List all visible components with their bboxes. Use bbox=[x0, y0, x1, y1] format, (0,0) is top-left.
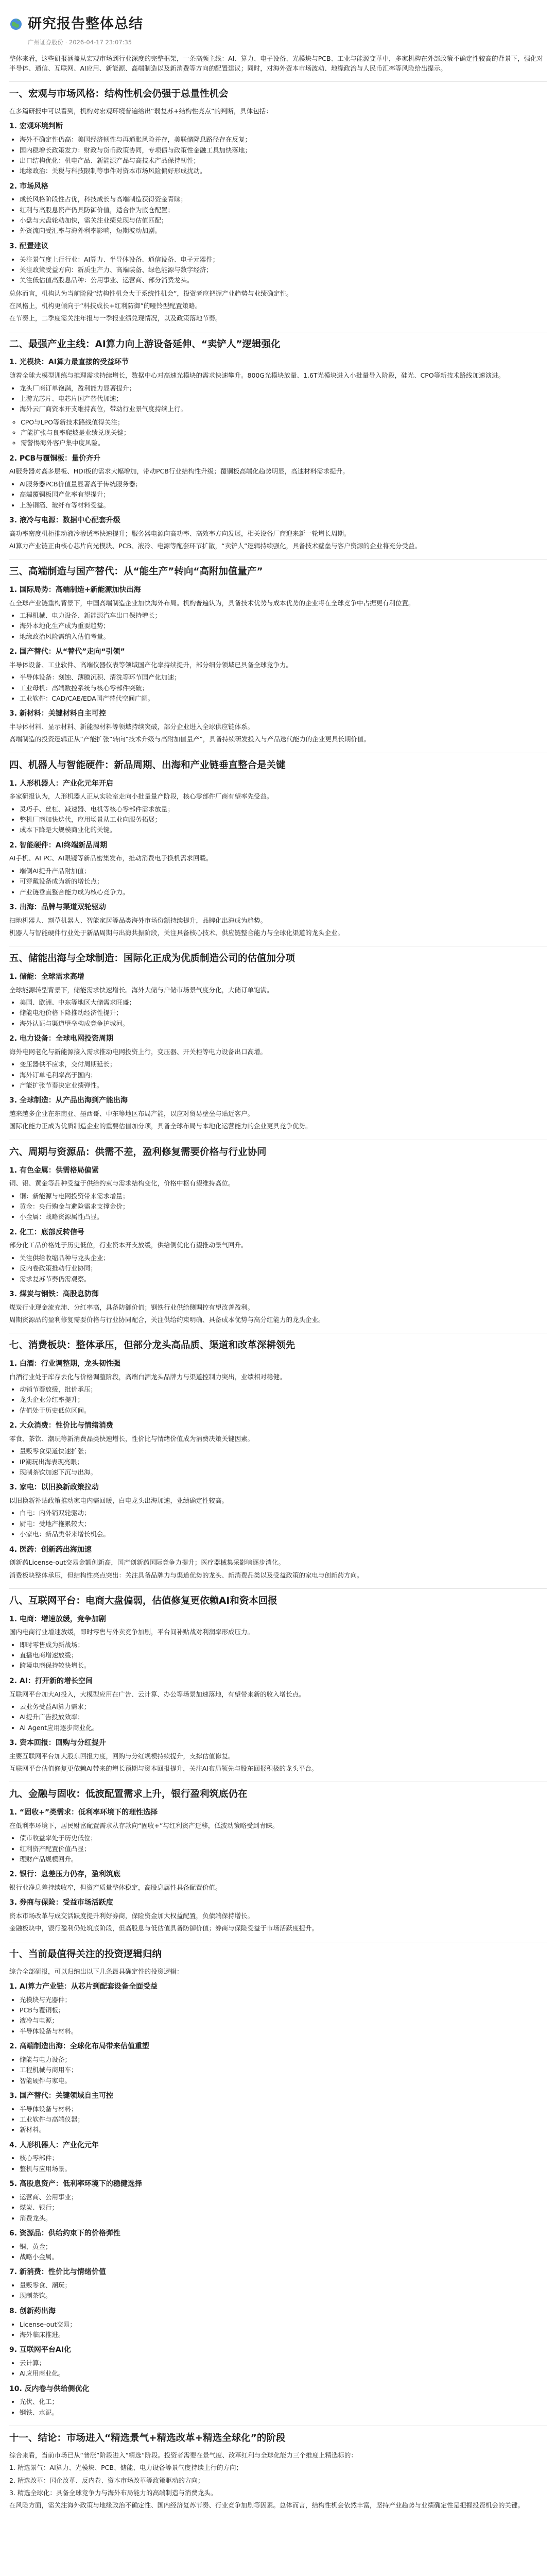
section-paragraph: 3. 精选全球化：具备全球竞争力与海外布局能力的高端制造与消费龙头。 bbox=[9, 2488, 217, 2497]
bullet-list bbox=[9, 997, 547, 1028]
report-meta: 广州证券股份 · 2026-04-17 23:07:35 bbox=[28, 38, 132, 46]
list-item: • 海外订单毛利率高于国内； bbox=[20, 1070, 547, 1080]
section-summary: 国际化能力正成为优质制造企业的重要估值加分项，具备全球布局与本地化运营能力的企业更具竞争优势。 bbox=[9, 1122, 312, 1130]
block-heading: 1. 储能：全球需求高增 bbox=[9, 973, 84, 981]
bullet-list bbox=[9, 1640, 547, 1671]
block-heading: 5. 高股息资产：低利率环境下的稳健选择 bbox=[9, 2180, 142, 2189]
block-heading: 7. 新消费：性价比与情绪价值 bbox=[9, 2268, 106, 2277]
section-title: 十一、结论：市场进入“精选景气+精选改革+精选全球化”的阶段 bbox=[9, 2433, 286, 2444]
list-item: • 小盘与大盘轮动加快，需关注业绩兑现与估值匹配； bbox=[20, 215, 547, 225]
list-item: • 上游铜箔、玻纤布等材料受益。 bbox=[20, 500, 547, 510]
list-item: • 智能硬件与家电。 bbox=[20, 2076, 547, 2086]
report-section bbox=[9, 758, 547, 938]
block-heading: 1. “固收+”类需求：低利率环境下的理性选择 bbox=[9, 1808, 158, 1817]
list-item: • 关注景气度上行行业：AI算力、半导体设备、通信设备、电子元器件； bbox=[20, 255, 547, 264]
bullet-list bbox=[9, 1384, 547, 1415]
block-paragraph: 创新药License-out交易金额创新高，国产创新药国际竞争力提升；医疗器械集采影响逐步消化。 bbox=[9, 1558, 285, 1567]
block-heading: 6. 资源品：供给约束下的价格弹性 bbox=[9, 2229, 120, 2238]
bullet-list bbox=[9, 2242, 547, 2262]
list-item: • 海外认证与渠道壁垒构成竞争护城河。 bbox=[20, 1019, 547, 1028]
block-heading: 2. 银行：息差压力仍存，盈利筑底 bbox=[9, 1870, 120, 1879]
report-section bbox=[9, 1947, 547, 2417]
list-item: • AI Agent应用逐步商业化。 bbox=[20, 1723, 547, 1733]
bullet-list bbox=[9, 1253, 547, 1284]
bullet-list bbox=[9, 611, 547, 641]
list-item: • 小家电：新品类带来增长机会。 bbox=[20, 1529, 547, 1539]
report-section bbox=[9, 1787, 547, 1933]
list-item: • 工程机械与商用车； bbox=[20, 2065, 547, 2075]
section-lead: 在多篇研报中可以看到，机构对宏观环境普遍给出“弱复苏+结构性亮点”的判断，具体包括： bbox=[9, 107, 272, 115]
block-paragraph: 随着全球大模型训练与推理需求持续增长，数据中心对高速光模块的需求快速攀升。800G光模块放量、1.6T光模块进入小批量导入阶段，硅光、CPO等新技术路线加速演进。 bbox=[9, 371, 505, 380]
block-paragraph: 白酒行业处于库存去化与价格调整阶段，高端白酒龙头品牌力与渠道控制力突出，业绩相对稳健。 bbox=[9, 1372, 286, 1381]
list-item: • 黄金：央行购金与避险需求支撑金价； bbox=[20, 1201, 547, 1211]
globe-icon bbox=[9, 18, 23, 31]
block-paragraph: 越来越多企业在东南亚、墨西哥、中东等地区布局产能，以应对贸易壁垒与贴近客户。 bbox=[9, 1110, 254, 1118]
section-paragraph: 总体而言，机构认为当前阶段“结构性机会大于系统性机会”，投资者应把握产业趋势与业绩确定性。 bbox=[9, 289, 293, 297]
list-item: • 云业务受益AI算力需求； bbox=[20, 1702, 547, 1711]
block-paragraph: 煤炭行业现金流充沛、分红率高，具备防御价值；钢铁行业供给侧调控有望改善盈利。 bbox=[9, 1303, 254, 1311]
list-item: • 关注供给收缩品种与龙头企业； bbox=[20, 1253, 547, 1263]
block-paragraph: 资本市场改革与成交活跃度提升利好券商，保险资金加大权益配置，负债端保持增长。 bbox=[9, 1912, 254, 1920]
block-paragraph: 铜、铝、黄金等品种受益于供给约束与需求结构变化，价格中枢有望维持高位。 bbox=[9, 1179, 235, 1188]
list-item: • 动销节奏放缓，批价承压； bbox=[20, 1384, 547, 1394]
block-paragraph: 互联网平台加大AI投入，大模型应用在广告、云计算、办公等场景加速落地，有望带来新的收入增长点。 bbox=[9, 1690, 305, 1698]
list-item: • 量贩零食渠道快速扩张； bbox=[20, 1446, 547, 1456]
list-item: • 煤炭、银行； bbox=[20, 2202, 547, 2212]
list-item: • 储能电池价格下降推动经济性提升； bbox=[20, 1008, 547, 1018]
list-item: • 战略小金属。 bbox=[20, 2252, 547, 2262]
list-item: • 消费龙头。 bbox=[20, 2213, 547, 2223]
list-item: • 整机厂商加快迭代，应用场景从工业向服务拓展； bbox=[20, 815, 547, 824]
block-paragraph: 在低利率环境下，居民财富配置需求从存款向“固收+”与红利资产迁移，低波动策略受到青睐。 bbox=[9, 1821, 279, 1829]
list-item: • 龙头厂商订单饱满，盈利能力显著提升； bbox=[20, 383, 547, 393]
bullet-list bbox=[9, 194, 547, 236]
block-paragraph: 国内电商行业增速放缓，即时零售与外卖竞争加剧，平台间补贴战对利润率形成压力。 bbox=[9, 1628, 254, 1636]
bullet-list bbox=[9, 1059, 547, 1090]
section-title: 五、储能出海与全球制造：国际化正成为优质制造公司的估值加分项 bbox=[9, 953, 296, 964]
block-heading: 8. 创新药出海 bbox=[9, 2307, 56, 2315]
bullet-list bbox=[9, 866, 547, 897]
report-section bbox=[9, 87, 547, 323]
section-title: 一、宏观与市场风格：结构性机会仍强于总量性机会 bbox=[9, 89, 229, 100]
section-title: 七、消费板块：整体承压，但部分龙头高品质、渠道和改革深耕领先 bbox=[9, 1340, 296, 1351]
block-paragraph: 主要互联网平台加大股东回报力度，回购与分红规模持续提升，支撑估值修复。 bbox=[9, 1752, 235, 1760]
block-paragraph: 零食、茶饮、潮玩等新消费品类快速增长，性价比与情绪价值成为消费决策关键因素。 bbox=[9, 1434, 254, 1443]
list-item: • 理财产品规模回升。 bbox=[20, 1854, 547, 1864]
list-item: • 端侧AI提升产品附加值； bbox=[20, 866, 547, 876]
list-item: • 国内稳增长政策发力：财政与货币政策协同，专项债与政策性金融工具加快落地； bbox=[20, 145, 547, 155]
list-item: • 跨境电商保持较快增长。 bbox=[20, 1660, 547, 1670]
section-summary: 金融板块中，银行盈利仍处筑底阶段，但高股息与低估值具备防御价值；券商与保险受益于市场活跃度提升。 bbox=[9, 1924, 319, 1933]
list-item: • 变压器供不应求，交付周期延长； bbox=[20, 1059, 547, 1069]
section-paragraph: 2. 精选改革：国企改革、反内卷、资本市场改革等政策驱动的方向； bbox=[9, 2476, 204, 2484]
section-title: 四、机器人与智能硬件：新品周期、出海和产业链垂直整合是关键 bbox=[9, 759, 286, 771]
section-summary: 互联网平台估值修复更依赖AI带来的增长预期与资本回报提升，关注AI布局领先与股东回报积极的龙头平台。 bbox=[9, 1765, 318, 1773]
list-item: • 运营商、公用事业； bbox=[20, 2192, 547, 2202]
section-summary: AI算力产业链正由核心芯片向光模块、PCB、液冷、电源等配套环节扩散，“卖铲人”逻辑持续强化，具备技术壁垒与客户资源的企业将充分受益。 bbox=[9, 542, 422, 550]
section-title: 十、当前最值得关注的投资逻辑归纳 bbox=[9, 1948, 162, 1960]
list-item: • 铜、黄金； bbox=[20, 2242, 547, 2251]
list-item: • 云计算； bbox=[20, 2358, 547, 2368]
list-item: • 量贩零食、潮玩； bbox=[20, 2280, 547, 2290]
list-item: • 关注政策受益方向：新质生产力、高端装备、绿色能源与数字经济； bbox=[20, 265, 547, 275]
report-section bbox=[9, 565, 547, 744]
bullet-list bbox=[9, 134, 547, 176]
list-item: • 反内卷政策推动行业协同； bbox=[20, 1263, 547, 1273]
section-paragraph: 综合来看，当前市场已从“普涨”阶段进入“精选”阶段。投资者需要在景气度、改革红利与全球化能力三个维度上精选标的： bbox=[9, 2451, 357, 2459]
block-heading: 2. PCB与覆铜板：量价齐升 bbox=[9, 454, 101, 463]
list-item: • 外资流向受汇率与海外利率影响，短期波动加剧。 bbox=[20, 226, 547, 235]
block-heading: 1. 白酒：行业调整期，龙头韧性强 bbox=[9, 1359, 120, 1368]
bullet-list bbox=[9, 1702, 547, 1733]
block-heading: 3. 新材料：关键材料自主可控 bbox=[9, 709, 106, 718]
block-heading: 3. 全球制造：从产品出海到产能出海 bbox=[9, 1096, 128, 1105]
group-heading: 3. 配置建议 bbox=[9, 242, 48, 250]
block-heading: 2. 智能硬件：AI终端新品周期 bbox=[9, 841, 107, 850]
bullet-list bbox=[9, 2280, 547, 2301]
list-item: • 光伏、化工； bbox=[20, 2397, 547, 2406]
list-item: • 美国、欧洲、中东等地区大储需求旺盛； bbox=[20, 997, 547, 1007]
block-heading: 1. 人形机器人：产业化元年开启 bbox=[9, 779, 113, 788]
block-paragraph: 海外电网老化与新能源接入需求推动电网投资上行，变压器、开关柜等电力设备出口高增。 bbox=[9, 1047, 267, 1056]
block-paragraph: AI手机、AI PC、AI眼镜等新品密集发布，推动消费电子换机需求回暖。 bbox=[9, 854, 213, 862]
block-heading: 1. AI算力产业链：从芯片到配套设备全面受益 bbox=[9, 1982, 158, 1991]
bullet-list bbox=[9, 2397, 547, 2417]
block-paragraph: 在全球产业链重构背景下，中国高端制造企业加快海外布局。机构普遍认为，具备技术优势与成本优势的企业将在全球竞争中占据更有利位置。 bbox=[9, 599, 415, 607]
block-heading: 4. 人形机器人：产业化元年 bbox=[9, 2141, 99, 2149]
intro-paragraph: 整体来看，这些研报涵盖从宏观市场到行业深度的完整框架，一条高频主线：AI、算力、电子设备、光模块与PCB、工业与能源变革中，多家机构在外部政策不确定性较高的背景下，强化对半导体、通信、互联网、AI应用、新能源、高端制造以及新消费等方向的配置建议；同时，对海外资本市场波动、地缘政治与人民币汇率等风险给出提示。 bbox=[9, 54, 544, 73]
block-heading: 3. 国产替代：关键领域自主可控 bbox=[9, 2091, 113, 2100]
list-item: • 现制茶饮。 bbox=[20, 2291, 547, 2300]
list-item: • 现制茶饮加速下沉与出海。 bbox=[20, 1467, 547, 1477]
bullet-list bbox=[9, 1446, 547, 1477]
list-item: • 产能扩张节奏决定业绩弹性。 bbox=[20, 1080, 547, 1090]
report-sections bbox=[9, 81, 547, 2510]
block-paragraph: 部分化工品价格处于历史低位，行业资本开支放缓，供给侧优化有望推动景气回升。 bbox=[9, 1241, 248, 1249]
bullet-list bbox=[9, 1191, 547, 1222]
bullet-list bbox=[9, 2153, 547, 2174]
bullet-list bbox=[9, 1833, 547, 1864]
list-item: • 海外本地化生产成为重要趋势； bbox=[20, 621, 547, 631]
bullet-list bbox=[9, 255, 547, 285]
report-section bbox=[9, 1145, 547, 1325]
bullet-list bbox=[9, 1995, 547, 2037]
section-title: 三、高端制造与国产替代：从“能生产”转向“高附加值量产” bbox=[9, 566, 263, 578]
list-item: • 即时零售成为新战场； bbox=[20, 1640, 547, 1650]
list-item: • 龙头企业分红率提升； bbox=[20, 1395, 547, 1404]
list-item: • 钢铁、水泥。 bbox=[20, 2408, 547, 2417]
list-item: • 工业母机：高端数控系统与核心零部件突破； bbox=[20, 683, 547, 693]
list-item: • License-out交易； bbox=[20, 2319, 547, 2329]
block-paragraph: 银行业净息差持续收窄，但资产质量整体稳定，高股息属性具备配置价值。 bbox=[9, 1884, 222, 1892]
block-heading: 2. AI：打开新的增长空间 bbox=[9, 1676, 93, 1685]
section-paragraph: 在风格上，机构更倾向于“科技成长+红利防御”的哑铃型配置策略。 bbox=[9, 302, 202, 310]
block-heading: 4. 医药：创新药出海加速 bbox=[9, 1545, 92, 1554]
list-item: • 工业软件：CAD/CAE/EDA国产替代空间广阔。 bbox=[20, 693, 547, 703]
block-paragraph: 全球能源转型背景下，储能需求快速增长。海外大储与户储市场景气度分化，大储订单饱满。 bbox=[9, 986, 273, 994]
title-row bbox=[9, 13, 547, 35]
block-heading: 2. 化工：底部反转信号 bbox=[9, 1228, 84, 1236]
list-item: • 厨电：受地产拖累较大； bbox=[20, 1519, 547, 1529]
block-paragraph: 半导体设备、工业软件、高端仪器仪表等领域国产化率持续提升，部分细分领域已具备全球竞争力。 bbox=[9, 660, 293, 669]
section-paragraph: 1. 精选景气：AI算力、光模块、PCB、储能、电力设备等景气度持续上行的方向； bbox=[9, 2464, 242, 2472]
list-item: • 新材料。 bbox=[20, 2125, 547, 2134]
list-item: • 工业软件与高端仪器； bbox=[20, 2114, 547, 2124]
block-heading: 2. 电力设备：全球电网投资周期 bbox=[9, 1035, 113, 1043]
list-item: • 上游光芯片、电芯片国产替代加速； bbox=[20, 394, 547, 403]
list-item: • 海外临床推进。 bbox=[20, 2330, 547, 2340]
section-summary: 周期资源品的盈利修复需要价格与行业协同配合，关注供给约束明确、具备成本优势与高分红能力的龙头企业。 bbox=[9, 1315, 325, 1324]
report-section bbox=[9, 1338, 547, 1580]
block-heading: 10. 反内卷与供给侧优化 bbox=[9, 2384, 90, 2393]
block-heading: 3. 资本回报：回购与分红提升 bbox=[9, 1739, 106, 1748]
bullet-list bbox=[9, 2319, 547, 2340]
bullet-list bbox=[9, 2055, 547, 2086]
list-item: • AI提升广告投放效率； bbox=[20, 1712, 547, 1722]
list-item: • 可穿戴设备成为新的增长点； bbox=[20, 876, 547, 886]
block-paragraph: 高功率密度机柜推动液冷渗透率快速提升；服务器电源向高功率、高效率方向发展，相关设备厂商迎来新一轮增长周期。 bbox=[9, 529, 351, 537]
section-divider bbox=[9, 559, 547, 560]
list-item: • 地缘政治风险需纳入估值考量。 bbox=[20, 632, 547, 641]
block-heading: 1. 有色金属：供需格局偏紧 bbox=[9, 1166, 99, 1175]
list-item: • 海外云厂商资本开支维持高位，带动行业景气度持续上行。 bbox=[20, 404, 547, 414]
group-heading: 2. 市场风格 bbox=[9, 182, 48, 191]
report-section bbox=[9, 2431, 547, 2511]
list-item: • AI服务器PCB价值量显著高于传统服务器； bbox=[20, 479, 547, 489]
block-heading: 1. 电商：增速放缓，竞争加剧 bbox=[9, 1615, 106, 1623]
list-item: • 红利资产配置价值凸显； bbox=[20, 1844, 547, 1854]
list-item: • 小金属：战略资源属性凸显。 bbox=[20, 1212, 547, 1222]
bullet-list bbox=[9, 1508, 547, 1539]
list-item: • 核心零部件； bbox=[20, 2153, 547, 2163]
block-paragraph: 扫地机器人、割草机器人、智能家居等品类海外市场份额持续提升，品牌化出海成为趋势。 bbox=[9, 916, 267, 924]
sub-list-item: ◦ 需警惕海外客户集中度风险。 bbox=[21, 438, 547, 448]
block-heading: 3. 出海：品牌与渠道双轮驱动 bbox=[9, 903, 106, 911]
list-item: • 半导体设备：刻蚀、薄膜沉积、清洗等环节国产化加速； bbox=[20, 672, 547, 682]
list-item: • 直播电商增速放缓； bbox=[20, 1650, 547, 1660]
list-item: • 红利与高股息资产仍具防御价值，适合作为底仓配置； bbox=[20, 205, 547, 215]
list-item: • 铜：新能源与电网投资带来需求增量； bbox=[20, 1191, 547, 1201]
block-heading: 9. 互联网平台AI化 bbox=[9, 2346, 71, 2354]
list-item: • 半导体设备与材料； bbox=[20, 2104, 547, 2114]
bullet-list bbox=[9, 2192, 547, 2223]
list-item: • 储能与电力设备； bbox=[20, 2055, 547, 2064]
list-item: • PCB与覆铜板； bbox=[20, 2005, 547, 2015]
list-item: • 液冷与电源； bbox=[20, 2015, 547, 2025]
block-heading: 2. 大众消费：性价比与情绪消费 bbox=[9, 1421, 113, 1430]
block-heading: 3. 液冷与电源：数据中心配套升级 bbox=[9, 516, 120, 524]
block-paragraph: 以旧换新补贴政策推动家电内需回暖，白电龙头出海加速，业绩确定性较高。 bbox=[9, 1497, 229, 1505]
bullet-list bbox=[9, 383, 547, 414]
sub-list-item: ◦ CPO与LPO等新技术路线值得关注； bbox=[21, 417, 547, 427]
list-item: • 产业链垂直整合能力成为核心竞争力。 bbox=[20, 887, 547, 897]
list-item: • 白电：内外销双轮驱动； bbox=[20, 1508, 547, 1518]
bullet-list bbox=[9, 479, 547, 510]
section-summary: 机器人与智能硬件行业处于新品周期与出海共振阶段，关注具备核心技术、供应链整合能力与全球化渠道的龙头企业。 bbox=[9, 928, 344, 937]
section-summary: 消费板块整体承压，但结构性亮点突出：关注具备品牌力与渠道优势的龙头、新消费品类以及受益政策的家电与创新药方向。 bbox=[9, 1571, 363, 1579]
list-item: • 光模块与光器件； bbox=[20, 1995, 547, 2005]
list-item: • 成本下降是大规模商业化的关键。 bbox=[20, 825, 547, 835]
list-item: • 出口结构优化：机电产品、新能源产品与高技术产品保持韧性； bbox=[20, 156, 547, 165]
list-item: • 关注低估值高股息品种：公用事业、运营商、部分消费龙头。 bbox=[20, 275, 547, 285]
list-item: • AI应用商业化。 bbox=[20, 2368, 547, 2378]
list-item: • 需求复苏节奏仍需观察。 bbox=[20, 1274, 547, 1284]
list-item: • 成长风格阶段性占优，科技成长与高端制造获得资金青睐； bbox=[20, 194, 547, 204]
bullet-list bbox=[9, 2358, 547, 2379]
block-heading: 1. 国际局势：高端制造+新能源加快出海 bbox=[9, 586, 141, 595]
section-paragraph: 在风险方面，需关注海外政策与地缘政治不确定性、国内经济复苏节奏、行业竞争加剧等因素。总体而言，结构性机会依然丰富，坚持产业趋势与业绩确定性是把握投资机会的关键。 bbox=[9, 2501, 525, 2510]
section-title: 二、最强产业主线：AI算力向上游设备延伸、“卖铲人”逻辑强化 bbox=[9, 338, 281, 350]
section-title: 六、周期与资源品：供需不差，盈利修复需要价格与行业协同 bbox=[9, 1146, 267, 1158]
section-lead: 综合全部研报，可以归纳出以下几条最具确定性的投资逻辑： bbox=[9, 1967, 183, 1975]
section-divider bbox=[9, 1588, 547, 1589]
section-paragraph: 在节奏上，二季度需关注年报与一季报业绩兑现情况，以及政策落地节奏。 bbox=[9, 314, 222, 323]
sub-list-item: ◦ 产能扩张与良率爬坡是业绩兑现关键； bbox=[21, 428, 547, 437]
block-heading: 2. 高端制造出海：全球化布局带来估值重塑 bbox=[9, 2042, 149, 2051]
report-section bbox=[9, 952, 547, 1131]
bullet-list bbox=[9, 804, 547, 835]
section-title: 八、互联网平台：电商大盘偏弱，估值修复更依赖AI和资本回报 bbox=[9, 1595, 277, 1606]
page-title: 研究报告整体总结 bbox=[28, 16, 143, 32]
list-item: • 半导体设备与材料。 bbox=[20, 2026, 547, 2036]
list-item: • 高端覆铜板国产化率有望提升； bbox=[20, 489, 547, 499]
block-heading: 3. 家电：以旧换新政策拉动 bbox=[9, 1483, 99, 1492]
list-item: • IP潮玩出海表现亮眼； bbox=[20, 1457, 547, 1467]
block-paragraph: 半导体材料、显示材料、新能源材料等领域持续突破，部分企业进入全球供应链体系。 bbox=[9, 723, 254, 731]
block-heading: 3. 煤炭与钢铁：高股息防御 bbox=[9, 1290, 99, 1298]
list-item: • 整机与应用场景。 bbox=[20, 2164, 547, 2174]
list-item: • 灵巧手、丝杠、减速器、电机等核心零部件需求放量； bbox=[20, 804, 547, 814]
block-paragraph: 多家研报认为，人形机器人正从实验室走向小批量量产阶段，核心零部件厂商有望率先受益。 bbox=[9, 792, 273, 801]
block-heading: 3. 券商与保险：受益市场活跃度 bbox=[9, 1899, 113, 1907]
list-item: • 海外不确定性仍高：美国经济韧性与再通胀风险并存，美联储降息路径存在反复； bbox=[20, 134, 547, 144]
report-section bbox=[9, 1594, 547, 1773]
bullet-list bbox=[9, 672, 547, 703]
list-item: • 债市收益率处于历史低位； bbox=[20, 1833, 547, 1843]
report-section bbox=[9, 337, 547, 551]
block-paragraph: AI服务器对高多层板、HDI板的需求大幅增加，带动PCB行业结构性升级；覆铜板高端化趋势明显，高速材料需求提升。 bbox=[9, 467, 349, 476]
sub-bullet-list bbox=[9, 417, 547, 448]
group-heading: 1. 宏观环境判断 bbox=[9, 122, 63, 131]
list-item: • 工程机械、电力设备、新能源汽车出口保持增长； bbox=[20, 611, 547, 620]
list-item: • 估值处于历史低位区间。 bbox=[20, 1405, 547, 1415]
section-title: 九、金融与固收：低波配置需求上升，银行盈利筑底仍在 bbox=[9, 1789, 248, 1800]
block-heading: 2. 国产替代：从“替代”走向“引领” bbox=[9, 648, 125, 656]
block-heading: 1. 光模块：AI算力最直接的受益环节 bbox=[9, 358, 129, 367]
section-divider bbox=[9, 81, 547, 82]
section-summary: 高端制造的投资逻辑正从“产能扩张”转向“技术升级与高附加值量产”，具备持续研发投入与产品迭代能力的企业更具长期价值。 bbox=[9, 735, 370, 743]
bullet-list bbox=[9, 2104, 547, 2135]
list-item: • 地缘政治：关税与科技限制等事件对资本市场风险偏好形成扰动。 bbox=[20, 166, 547, 176]
